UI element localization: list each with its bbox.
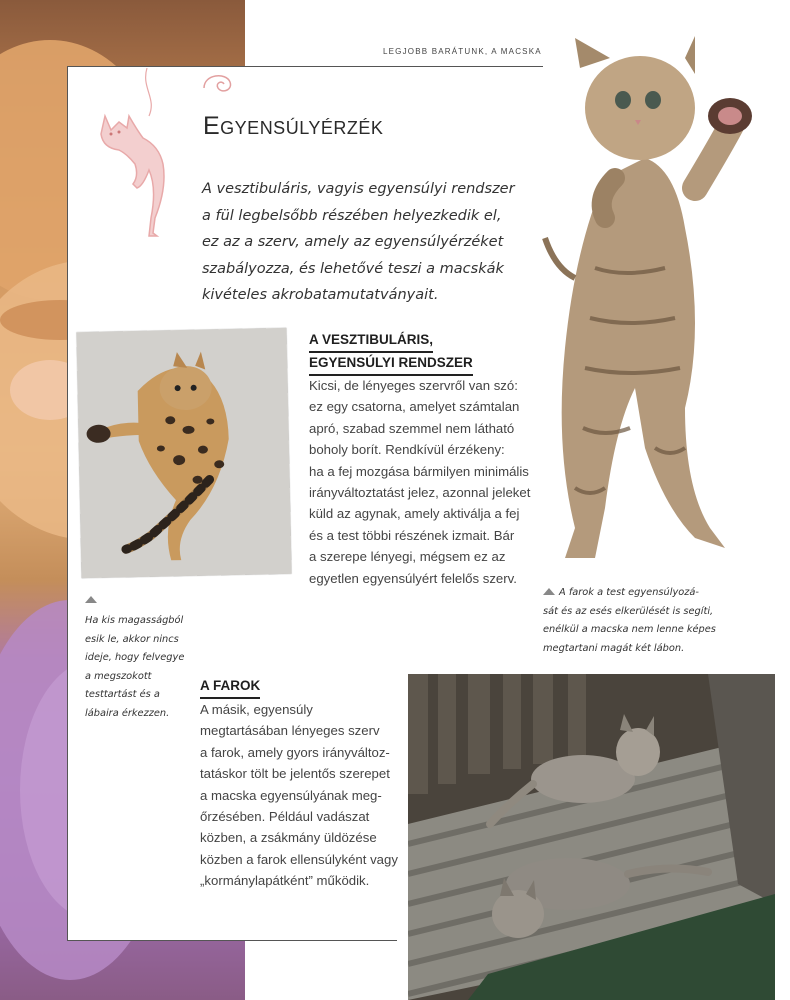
vestibular-heading: [309, 330, 473, 376]
caption-line: a megszokott: [85, 670, 152, 682]
cat-outline-icon: [97, 68, 177, 238]
standing-kitten-caption: [543, 584, 743, 658]
body-line: közben, a zsákmány üldözése: [200, 830, 377, 846]
body-line: „kormánylapátként” működik.: [200, 873, 370, 889]
heading-line: A VESZTIBULÁRIS,: [309, 330, 433, 353]
intro-paragraph: [202, 176, 532, 309]
body-line: őrzésében. Például vadászat: [200, 809, 370, 825]
intro-line: A vesztibuláris, vagyis egyensúlyi rendszer: [202, 181, 515, 197]
caption-line: esik le, akkor nincs: [85, 633, 179, 645]
page-border-top: [67, 66, 543, 67]
running-head: LEGJOBB BARÁTUNK, A MACSKA: [383, 47, 542, 56]
caption-arrow-icon: [85, 596, 97, 603]
heading-line: EGYENSÚLYI RENDSZER: [309, 353, 473, 376]
heading-line: A FAROK: [200, 676, 260, 699]
page-title: Egyensúlyérzék: [203, 112, 384, 140]
body-line: küld az agynak, amely aktiválja a fej: [309, 506, 520, 522]
body-line: közben a farok ellensúlyként vagy: [200, 851, 398, 867]
jumping-cat-photo: [76, 328, 291, 578]
tail-heading: [200, 676, 260, 699]
body-line: egyetlen egyensúlyért felelős szerv.: [309, 570, 517, 586]
body-line: irányváltoztatást jelez, azonnal jeleket: [309, 485, 531, 501]
standing-kitten-photo: [535, 28, 765, 578]
caption-line: testtartást és a: [85, 689, 160, 700]
caption-line: sát és az esés elkerülését is segíti,: [543, 605, 714, 617]
body-line: a macska egyensúlyának meg-: [200, 787, 382, 803]
intro-line: ez az a szerv, amely az egyensúlyérzéket: [202, 234, 504, 250]
caption-line: A farok a test egyensúlyozá-: [559, 587, 699, 598]
page-border-left: [67, 66, 68, 941]
intro-line: a fül legbelsőbb részében helyezkedik el,: [202, 207, 502, 224]
tail-body: [200, 699, 400, 892]
intro-line: szabályozza, és lehetővé teszi a macskák: [202, 260, 504, 277]
body-line: A másik, egyensúly: [200, 702, 313, 717]
body-line: megtartásában lényeges szerv: [200, 723, 380, 739]
swirl-ornament-icon: [200, 68, 236, 98]
body-line: boholy borít. Rendkívül érzékeny:: [309, 442, 505, 458]
page-border-bottom: [67, 940, 397, 941]
body-line: tatáskor tölt be jelentős szerepet: [200, 766, 390, 782]
caption-line: lábaira érkezzen.: [85, 707, 170, 719]
body-line: a szerepe lényegi, mégsem ez az: [309, 549, 506, 565]
body-line: a farok, amely gyors irányváltoz-: [200, 744, 390, 760]
roof-kittens-photo: [408, 674, 775, 1000]
vestibular-body: [309, 375, 531, 589]
body-line: ha a fej mozgása bármilyen minimális: [309, 463, 529, 479]
body-line: és a test többi részének izmait. Bár: [309, 527, 515, 543]
caption-line: Ha kis magasságból: [85, 615, 184, 626]
intro-line: kivételes akrobatamutatványait.: [202, 287, 439, 303]
caption-line: megtartani magát két lábon.: [543, 642, 685, 654]
body-line: ez egy csatorna, amelyet számtalan: [309, 399, 520, 415]
body-line: apró, szabad szemmel nem látható: [309, 420, 515, 436]
caption-line: enélkül a macska nem lenne képes: [543, 624, 716, 635]
jumping-cat-caption: [85, 612, 195, 723]
body-line: Kicsi, de lényeges szervről van szó:: [309, 378, 518, 393]
caption-line: ideje, hogy felvegye: [85, 652, 185, 663]
